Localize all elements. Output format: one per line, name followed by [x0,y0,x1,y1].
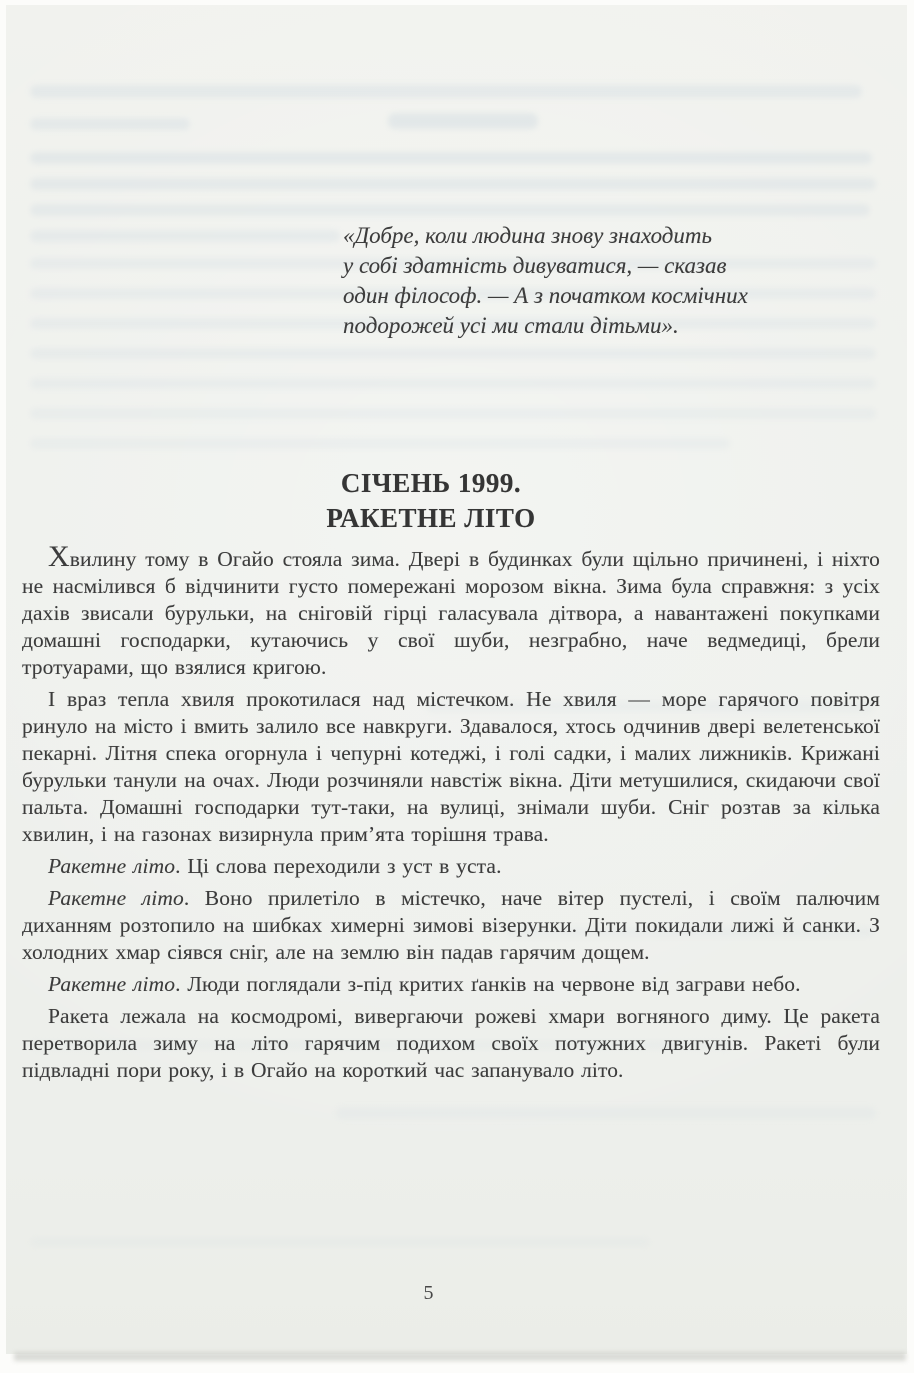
bleed-through-artifact [30,85,862,98]
epigraph-line: у собі здатність дивуватися, — сказав [343,253,727,278]
chapter-title: РАКЕТНЕ ЛІТО [326,503,536,533]
paragraph-text: . Ці слова переходили з уст в уста. [175,854,502,878]
epigraph-line: один філософ. — А з початком космічних [343,283,748,308]
page-number: 5 [423,1282,434,1304]
bleed-through-artifact [388,113,538,129]
page-edge-shadow [14,1352,906,1361]
paragraph-text: Ракета лежала на космодромі, вивергаючи рожеві хмари вогняного диму. Це ракета перетворила зиму на літо гарячим подихом своїх потужних двигунів. Ракеті були підвладні пори року, і в Огайо на короткий час запанувало літо. [22,1004,880,1082]
paragraph-6 [22,1003,880,1084]
book-page-paper [6,5,907,1354]
bleed-through-artifact [30,204,870,216]
paragraph-3 [22,853,880,880]
chapter-date: СІЧЕНЬ 1999. [340,468,522,498]
paragraph-text: вилину тому в Огайо стояла зима. Двері в будинках були щільно причинені, і ніхто не насмілився б відчинити густо помережані морозом вікна. Зима була справжня: з усіх дахів звисали бурульки, на сніговій гірці галасувала дітвора, а навантажені покупками домашні господарки, кутаючись у свої шуби, незграбно, наче ведмедиці, брели тротуарами, що взялися кригою. [22,547,880,679]
bleed-through-artifact [30,230,340,242]
bleed-through-artifact [30,378,876,389]
epigraph-line: подорожей усі ми стали дітьми». [343,313,679,338]
epigraph-line: «Добре, коли людина знову знаходить [343,223,712,248]
bleed-through-artifact [30,438,730,449]
italic-lead: Ракетне літо [48,972,176,996]
paragraph-2 [22,686,880,848]
paragraph-text: . Люди поглядали з-під критих ґанків на червоне від заграви небо. [175,972,801,996]
bleed-through-artifact [336,1107,876,1119]
paragraph-1 [22,542,880,681]
bleed-through-artifact [30,408,876,419]
paragraph-text: . Воно прилетіло в містечко, наче вітер пустелі, і своїм палючим диханням розтопило на шибках химерні зимові візерунки. Діти покидали лижі й санки. З холодних хмар сіявся сніг, але на землю він падав гарячим дощем. [22,886,880,964]
bleed-through-artifact [30,348,876,359]
paragraph-4 [22,885,880,966]
bleed-through-artifact [30,1237,650,1247]
epigraph [343,221,779,341]
paragraph-text: І враз тепла хвиля прокотилася над містечком. Не хвиля — море гарячого повітря ринуло на місто і вмить залило все навкруги. Здавалося, хтось одчинив двері велетенської пекарні. Літня спека огорнула і чепурні котеджі, і голі садки, і малих лижників. Крижані бурульки танули на очах. Люди розчиняли навстіж вікна. Діти метушилися, скидаючи свої пальта. Домашні господарки тут-таки, на вулиці, знімали шуби. Сніг розтав за кілька хвилин, і на газонах визирнула прим’ята торішня трава. [22,687,880,846]
italic-lead: Ракетне літо [48,886,184,910]
dropcap-letter: Х [48,540,70,573]
body-text [22,542,880,1089]
italic-lead: Ракетне літо [48,854,176,878]
bleed-through-artifact [30,118,190,130]
bleed-through-artifact [30,152,872,164]
chapter-heading [6,466,856,536]
paragraph-5 [22,971,880,998]
bleed-through-artifact [30,178,876,190]
